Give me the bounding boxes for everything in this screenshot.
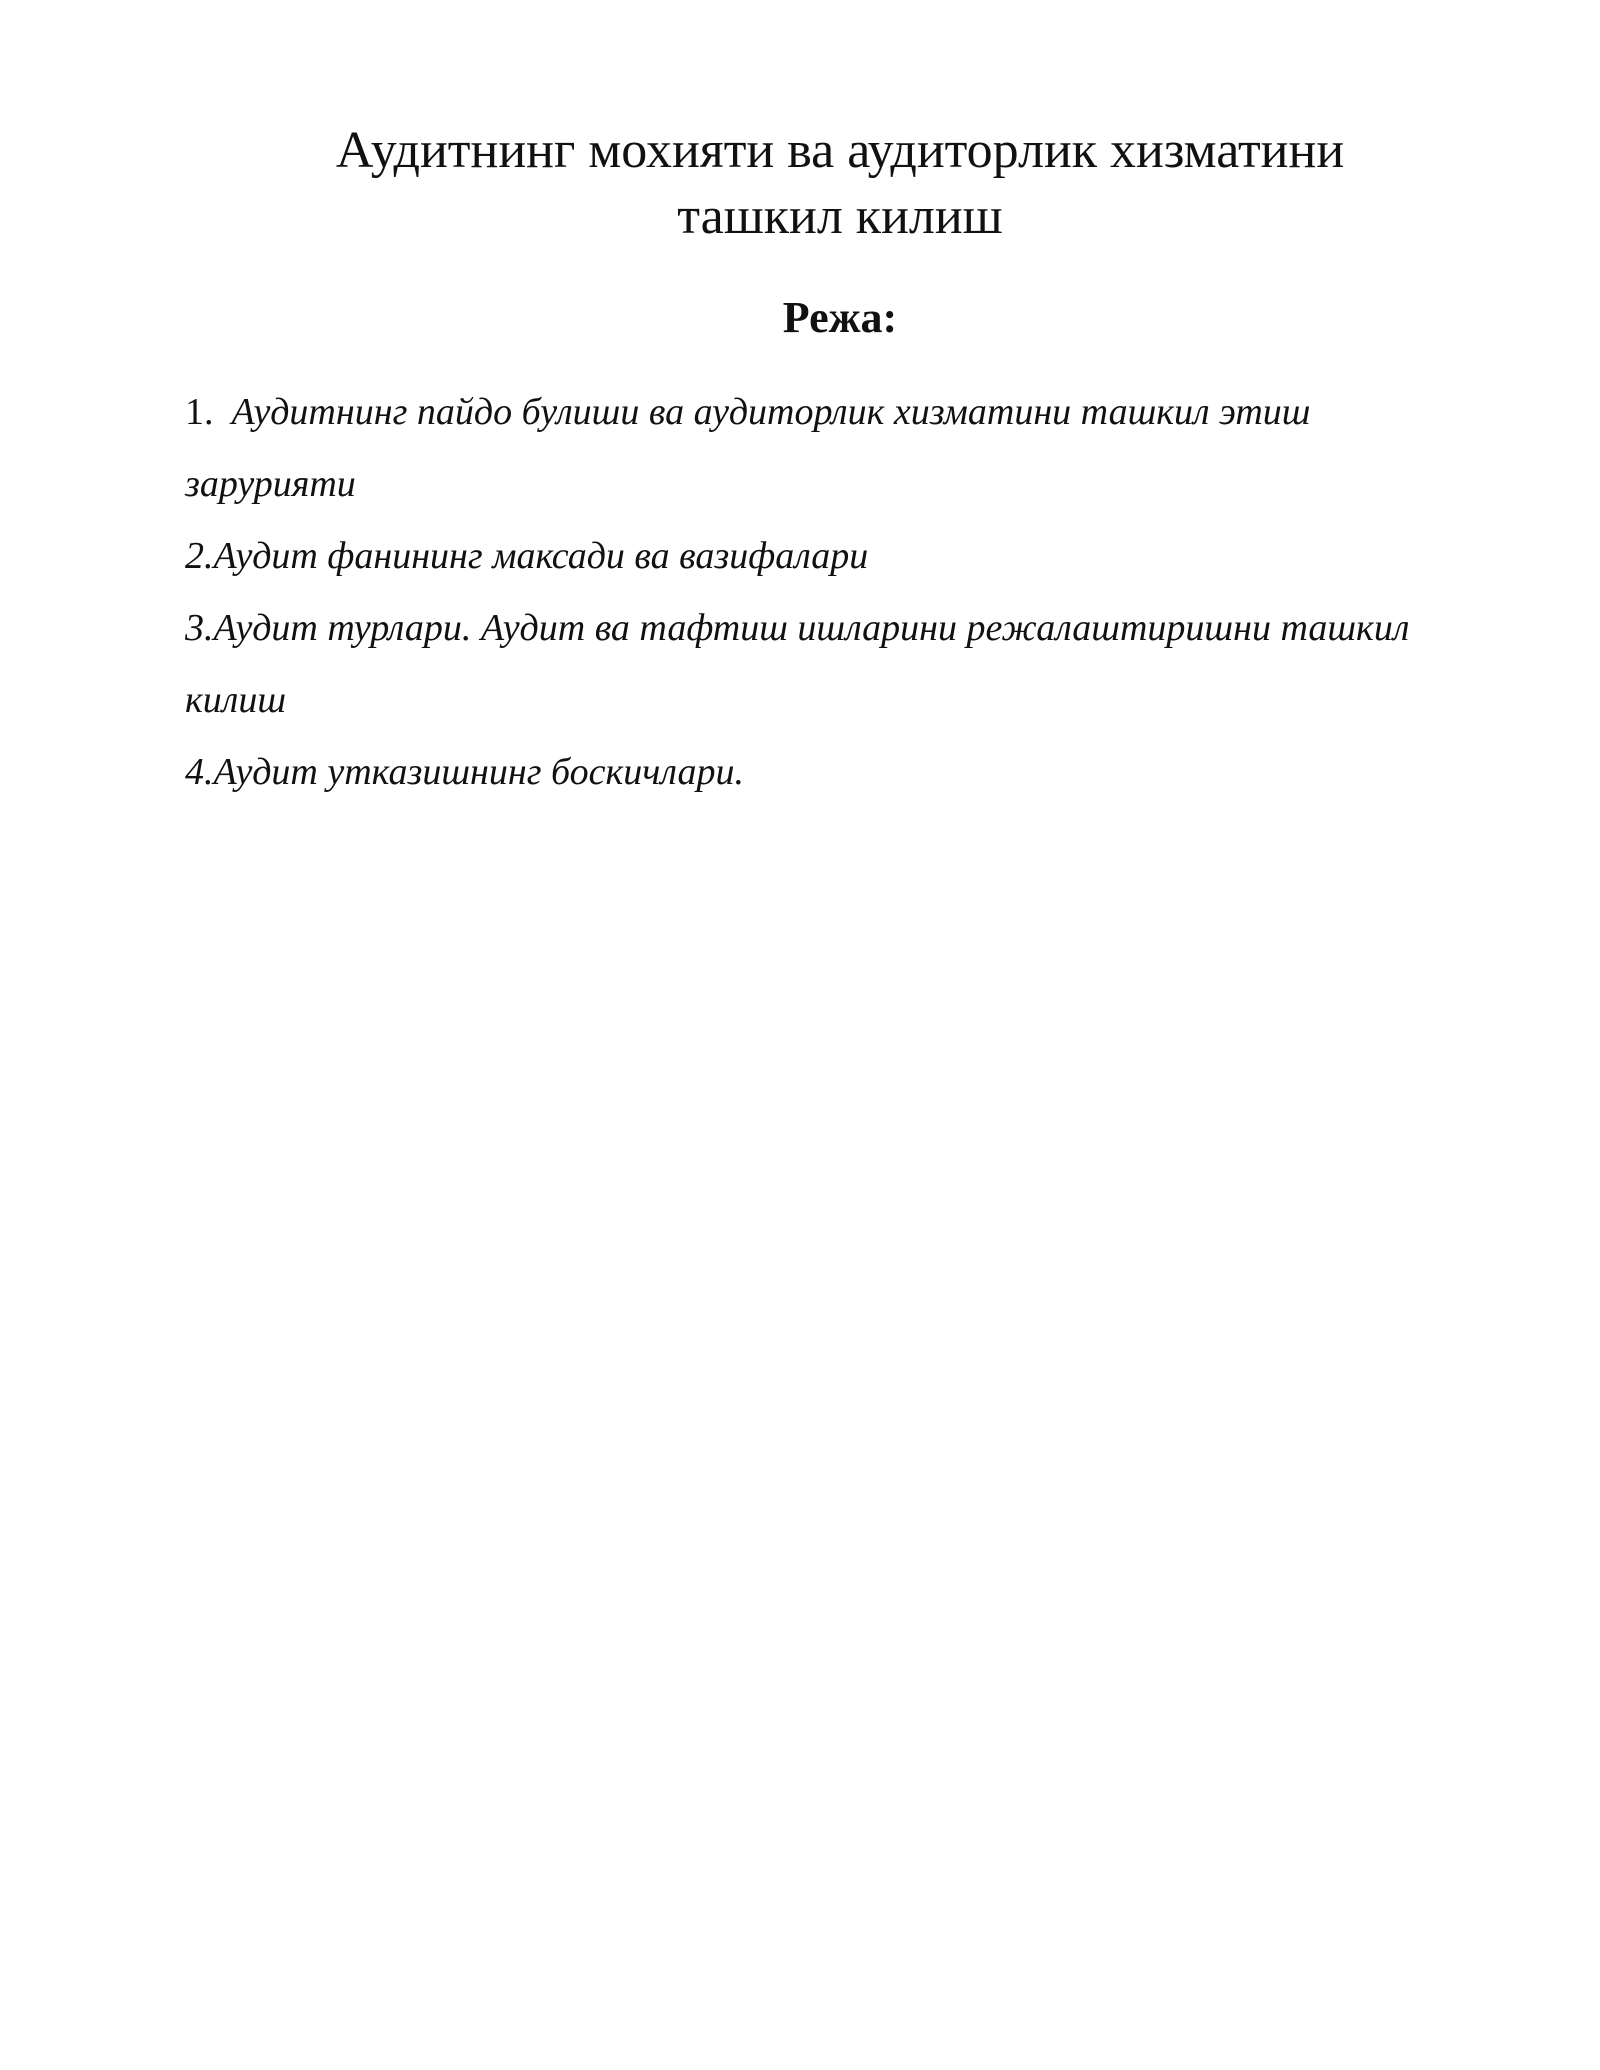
title-line-2: ташкил килиш <box>677 188 1003 245</box>
plan-item-number: 2. <box>185 535 214 577</box>
plan-item-number: 3. <box>185 607 214 649</box>
plan-item-text: Аудит турлари. Аудит ва тафтиш ишларини режалаштиришни ташкил килиш <box>185 607 1410 721</box>
plan-item-3 <box>185 592 1455 736</box>
plan-item-1 <box>185 376 1455 520</box>
title-line-1: Аудитнинг мохияти ва аудиторлик хизматини <box>335 122 1345 179</box>
plan-item-2 <box>185 520 1455 592</box>
page-title <box>270 118 1410 250</box>
plan-item-4 <box>185 736 1455 808</box>
plan-item-text: Аудит утказишнинг боскичлари. <box>213 751 744 793</box>
plan-item-number: 1. <box>185 391 214 433</box>
plan-item-text: Аудит фанининг максади ва вазифалари <box>213 535 869 577</box>
plan-item-number: 4. <box>185 751 214 793</box>
plan-list <box>185 376 1455 808</box>
plan-item-text: Аудитнинг пайдо булиши ва аудиторлик хизматини ташкил этиш зарурияти <box>185 391 1311 505</box>
plan-heading: Режа: <box>782 293 898 342</box>
